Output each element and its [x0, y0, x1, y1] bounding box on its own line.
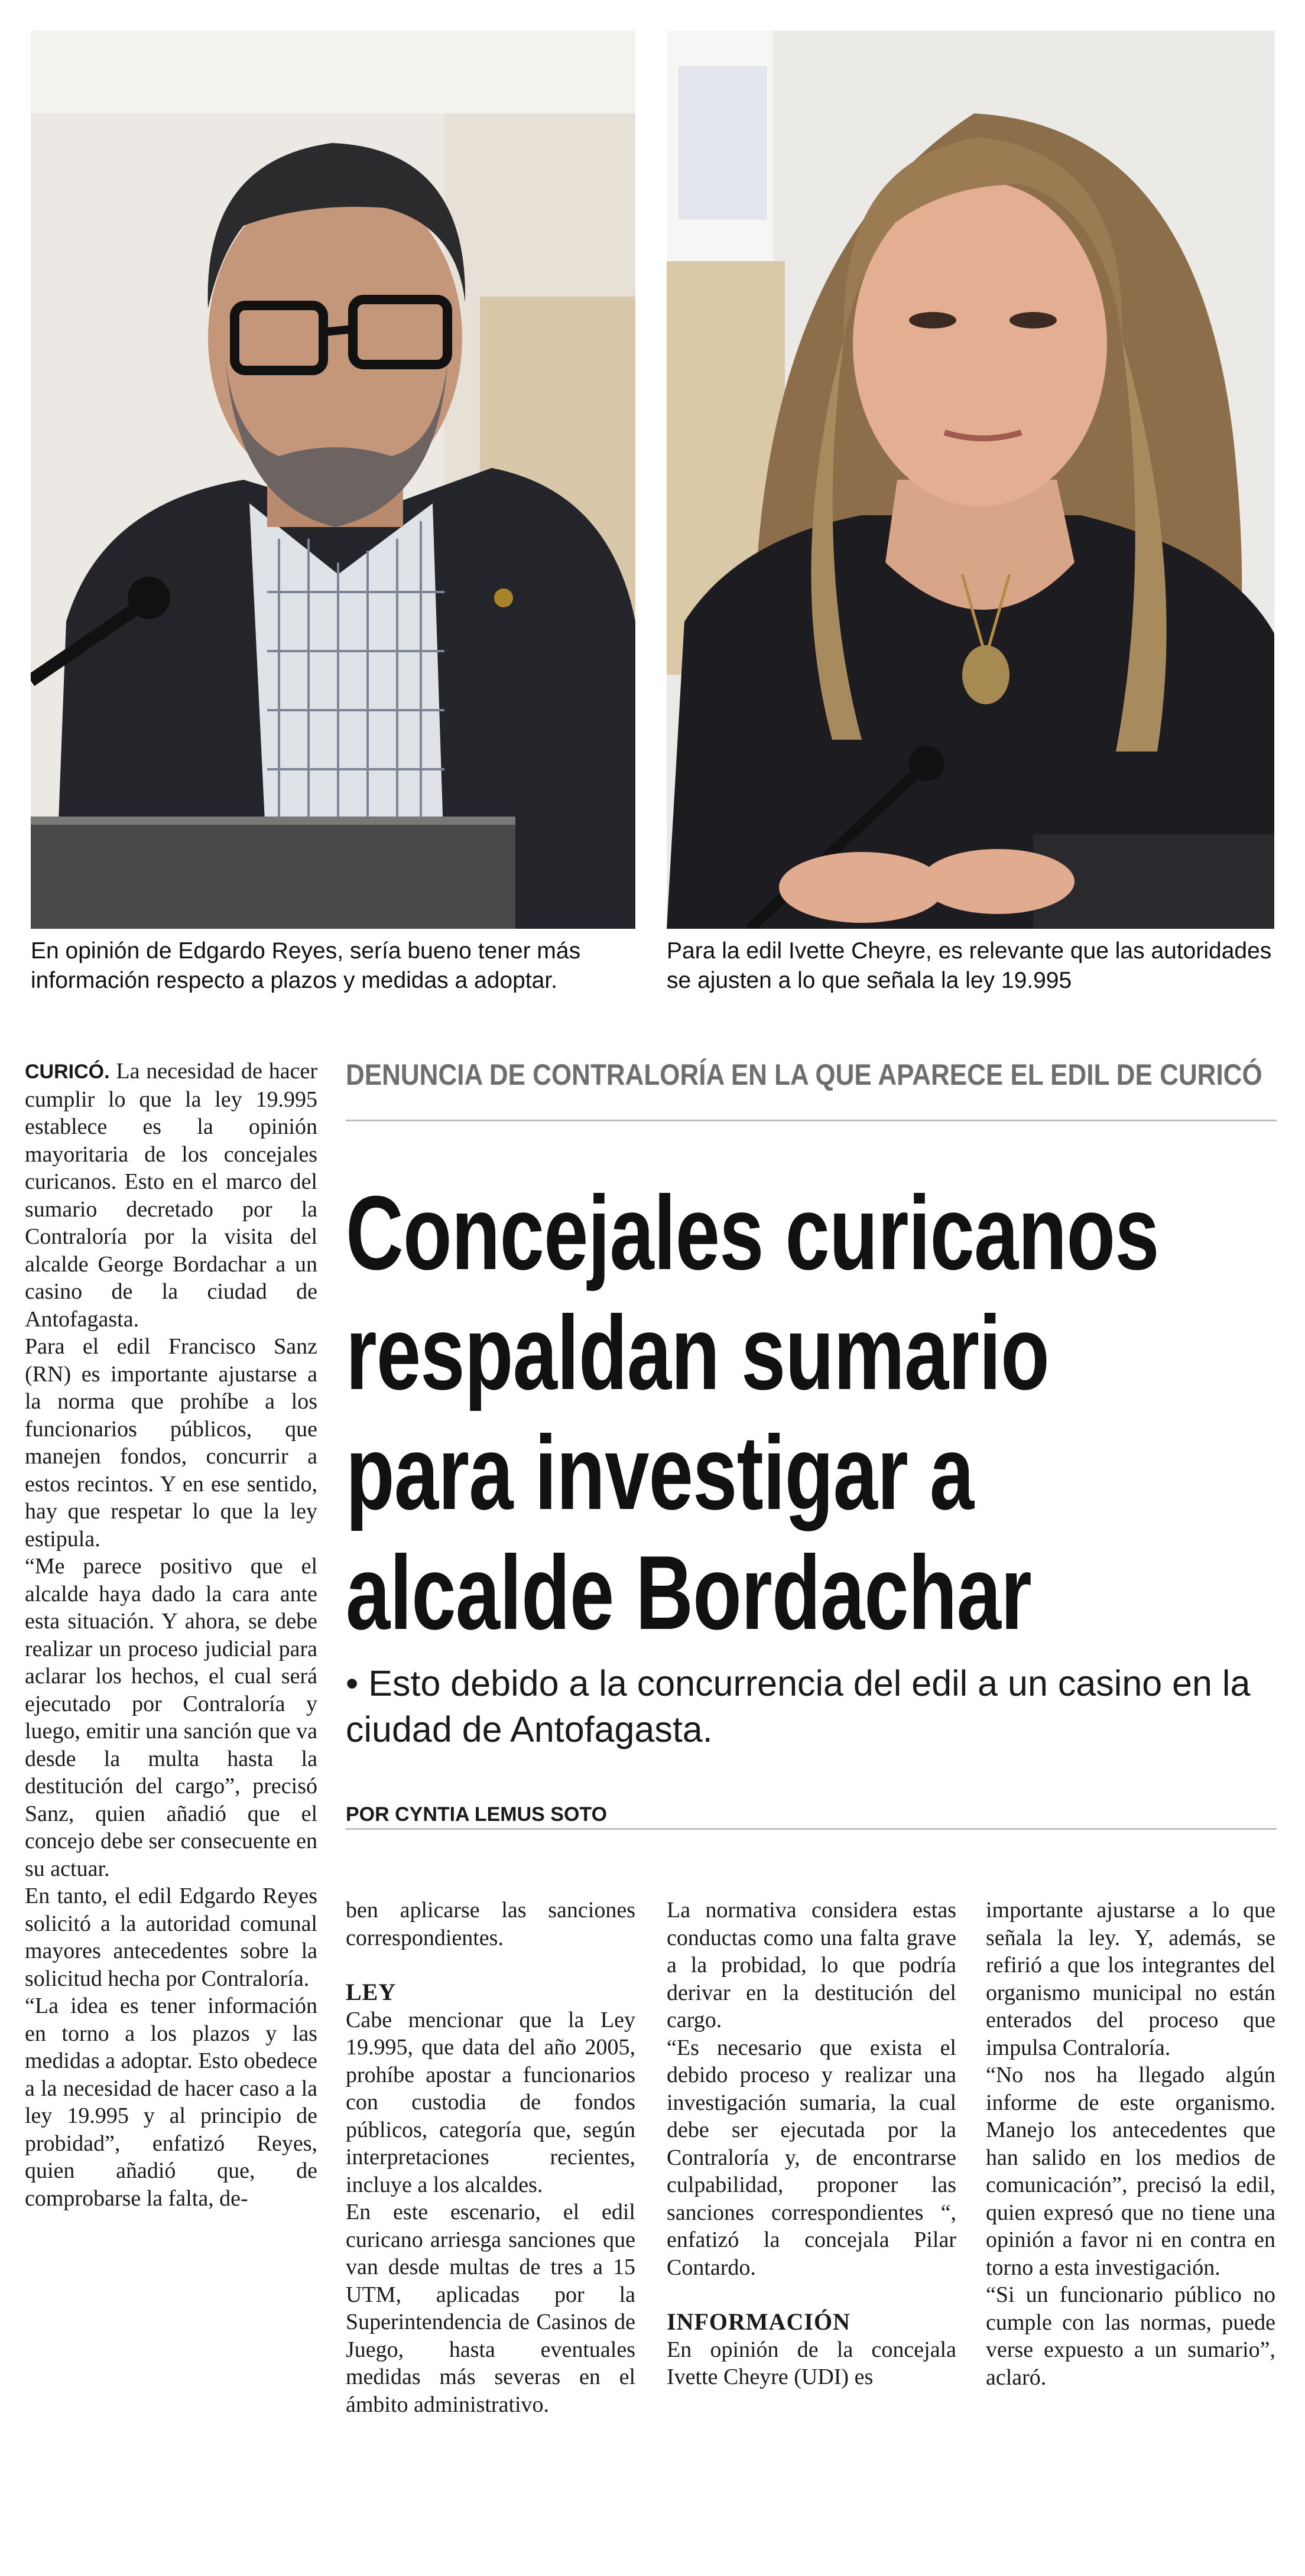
- subhead-informacion: INFORMACIÓN: [667, 2308, 850, 2335]
- photo-caption-left: En opinión de Edgardo Reyes, sería bueno tener más información respecto a plazos y medidas a adoptar.: [31, 938, 581, 993]
- paragraph: “Es necesario que exista el debido proceso y realizar una investigación sumaria, la cual debe ser ejecutada por la Contraloría y, de encontrarse culpabilidad, proponer las sanciones correspondientes “, enfatizó la concejala Pilar Contardo.: [667, 2035, 956, 2280]
- byline-divider: [346, 1828, 1277, 1830]
- headline-line-1: Concejales curicanos: [346, 1174, 1159, 1292]
- article-column-2: [346, 1897, 635, 2418]
- paragraph: La normativa considera estas conductas como una falta grave a la probidad, lo que podría derivar en la destitución del cargo.: [667, 1898, 956, 2032]
- photo-caption-right: Para la edil Ivette Cheyre, es relevante que las autoridades se ajusten a lo que señala la ley 19.995: [667, 938, 1272, 993]
- article-headline: [346, 1173, 1159, 1653]
- subhead-ley: LEY: [346, 1979, 397, 2005]
- paragraph: ben aplicarse las sanciones correspondientes.: [346, 1898, 635, 1950]
- paragraph: “Si un funcionario público no cumple con las normas, puede verse expuesto a un sumario”, aclaró.: [986, 2282, 1275, 2390]
- paragraph: Para el edil Francisco Sanz (RN) es importante ajustarse a la norma que prohíbe a los funcionarios públicos, que manejen fondos, concurrir a estos recintos. Y en ese sentido, hay que respetar lo que la ley estipula.: [25, 1334, 317, 1552]
- man-with-glasses-portrait-icon: [31, 31, 635, 929]
- paragraph: importante ajustarse a lo que señala la ley. Y, además, se refirió a que los integrantes del organismo municipal no están enterados del proceso que impulsa Contraloría.: [986, 1898, 1275, 2060]
- article-column-1: [25, 1058, 317, 2212]
- photo-ivette-cheyre: [667, 31, 1274, 929]
- paragraph: En este escenario, el edil curicano arriesga sanciones que van desde multas de tres a 15 UTM, aplicadas por la Superintendencia de Casinos de Juego, hasta eventuales medidas más severas en el ámbito administrativo.: [346, 2200, 635, 2417]
- article-column-3: [667, 1897, 956, 2391]
- dateline: CURICÓ.: [25, 1061, 110, 1083]
- paragraph: “La idea es tener información en torno a los plazos y las medidas a adoptar. Esto obedece a la necesidad de hacer caso a la ley 19.995 y al principio de probidad”, enfatizó Reyes, quien añadió que, de comprobarse la falta, de-: [25, 1993, 317, 2211]
- article-deck: • Esto debido a la concurrencia del edil a un casino en la ciudad de Antofagasta.: [346, 1663, 1251, 1749]
- article-byline: POR CYNTIA LEMUS SOTO: [346, 1803, 608, 1826]
- paragraph: En tanto, el edil Edgardo Reyes solicitó a la autoridad comunal mayores antecedentes sobre la solicitud hecha por Contraloría.: [25, 1884, 317, 1991]
- paragraph: “No nos ha llegado algún informe de este organismo. Manejo los antecedentes que han salido en los medios de comunicación”, precisó la edil, quien expresó que no tiene una opinión a favor ni en contra en torno a esta investigación.: [986, 2063, 1275, 2280]
- article-column-4: [986, 1897, 1275, 2391]
- woman-portrait-icon: [667, 31, 1274, 929]
- photo-edgardo-reyes: [31, 31, 635, 929]
- article-kicker: DENUNCIA DE CONTRALORÍA EN LA QUE APARECE EL EDIL DE CURICÓ: [346, 1058, 1262, 1091]
- headline-line-3: para investigar a: [346, 1414, 974, 1531]
- headline-line-4: alcalde Bordachar: [346, 1534, 1032, 1651]
- headline-line-2: respaldan sumario: [346, 1294, 1050, 1411]
- kicker-divider: [346, 1120, 1277, 1121]
- paragraph: CURICÓ. La necesidad de hacer cumplir lo que la ley 19.995 establece es la opinión mayoritaria de los concejales curicanos. Esto en el marco del sumario decretado por la Contraloría por la visita del alcalde George Bordachar a un casino de la ciudad de Antofagasta.: [25, 1059, 317, 1332]
- paragraph: En opinión de la concejala Ivette Cheyre (UDI) es: [667, 2337, 956, 2389]
- paragraph: “Me parece positivo que el alcalde haya dado la cara ante esta situación. Y ahora, se debe realizar un proceso judicial para aclarar los hechos, el cual será ejecutado por Contraloría y luego, emitir una sanción que va desde la multa hasta la destitución del cargo”, precisó Sanz, quien añadió que el concejo debe ser consecuente en su actuar.: [25, 1554, 317, 1881]
- paragraph: Cabe mencionar que la Ley 19.995, que data del año 2005, prohíbe apostar a funcionarios con custodia de fondos públicos, categoría que, según interpretaciones recientes, incluye a los alcaldes.: [346, 2007, 635, 2197]
